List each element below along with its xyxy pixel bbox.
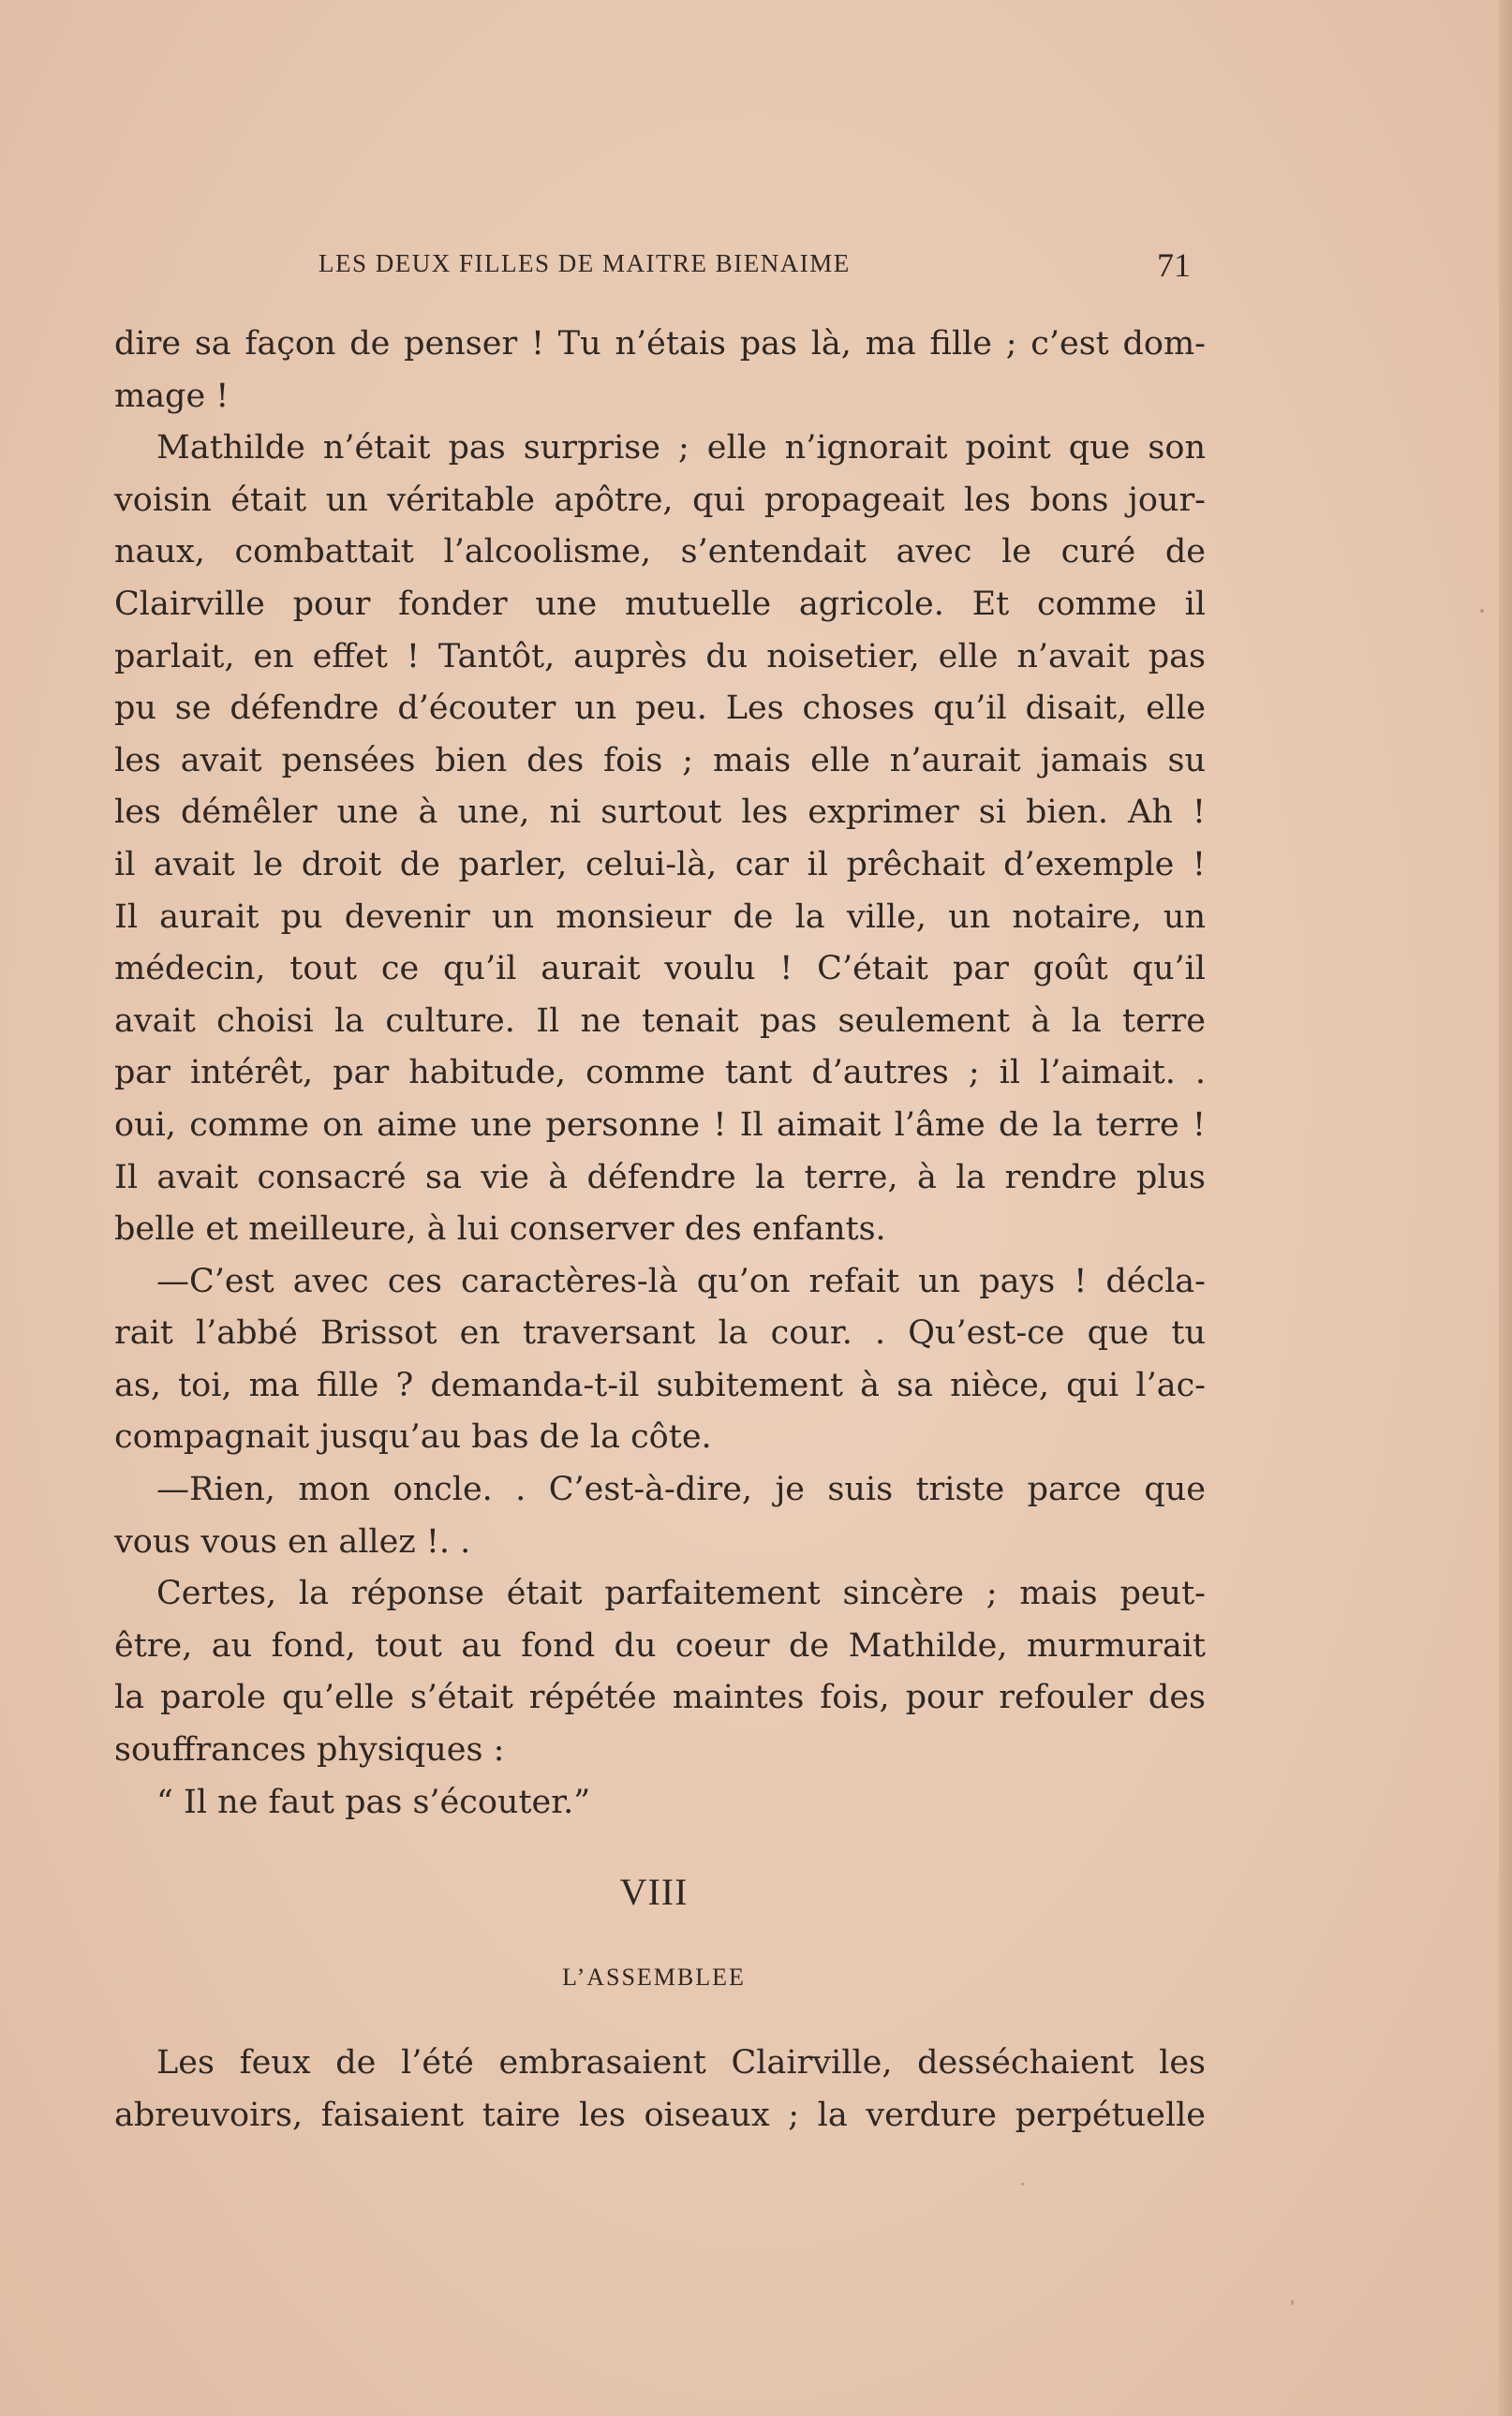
text-line: avait choisi la culture. Il ne tenait pas seulement à la terre	[114, 1001, 1206, 1040]
text-line: il avait le droit de parler, celui-là, car il prêchait d’exemple !	[114, 845, 1206, 883]
paper-speck	[1291, 2300, 1294, 2305]
chapter-title: L’ASSEMBLEE	[562, 1964, 746, 1991]
text-line: les avait pensées bien des fois ; mais elle n’aurait jamais su	[114, 741, 1206, 779]
text-line: souffrances physiques :	[114, 1731, 505, 1770]
text-line: parlait, en effet ! Tantôt, auprès du noisetier, elle n’avait pas	[114, 637, 1206, 675]
body-text	[114, 319, 1206, 1829]
text-line: Il aurait pu devenir un monsieur de la ville, un notaire, un	[114, 897, 1206, 936]
page-edge	[1499, 0, 1512, 2416]
text-line: oui, comme on aime une personne ! Il aimait l’âme de la terre !	[114, 1105, 1206, 1144]
running-title: LES DEUX FILLES DE MAITRE BIENAIME	[319, 249, 851, 277]
text-line: abreuvoirs, faisaient taire les oiseaux ; la verdure perpétuelle	[114, 2096, 1206, 2134]
text-line: les démêler une à une, ni surtout les exprimer si bien. Ah !	[114, 793, 1206, 832]
text-line: compagnait jusqu’au bas de la côte.	[114, 1418, 712, 1457]
text-line: Mathilde n’était pas surprise ; elle n’ignorait point que son	[156, 429, 1206, 467]
text-line: belle et meilleure, à lui conserver des enfants.	[114, 1210, 886, 1249]
text-line: par intérêt, par habitude, comme tant d’autres ; il l’aimait. .	[114, 1054, 1206, 1092]
text-line: naux, combattait l’alcoolisme, s’entendait avec le curé de	[114, 533, 1206, 571]
text-line: Il avait consacré sa vie à défendre la terre, à la rendre plus	[114, 1158, 1206, 1196]
paper-speck	[1480, 609, 1484, 613]
text-line: médecin, tout ce qu’il aurait voulu ! C’était par goût qu’il	[114, 950, 1206, 988]
text-line: voisin était un véritable apôtre, qui propageait les bons jour-	[114, 481, 1206, 519]
text-line: vous vous en allez !. .	[114, 1522, 471, 1561]
text-line: la parole qu’elle s’était répétée maintes fois, pour refouler des	[114, 1679, 1206, 1717]
text-line: dire sa façon de penser ! Tu n’étais pas là, ma fille ; c’est dom-	[114, 325, 1206, 363]
text-line: “ Il ne faut pas s’écouter.”	[156, 1783, 591, 1821]
text-line: pu se défendre d’écouter un peu. Les choses qu’il disait, elle	[114, 689, 1206, 728]
text-line: Certes, la réponse était parfaitement sincère ; mais peut-	[156, 1575, 1206, 1613]
text-line: mage !	[114, 377, 230, 415]
text-line: Clairville pour fonder une mutuelle agricole. Et comme il	[114, 585, 1206, 623]
text-line: —C’est avec ces caractères-là qu’on refait un pays ! décla-	[156, 1262, 1206, 1300]
chapter-number: VIII	[619, 1871, 689, 1913]
text-line: as, toi, ma fille ? demanda-t-il subitement à sa nièce, qui l’ac-	[114, 1366, 1206, 1404]
text-line: Les feux de l’été embrasaient Clairville, desséchaient les	[156, 2044, 1206, 2082]
page-number: 71	[1157, 246, 1191, 284]
text-line: —Rien, mon oncle. . C’est-à-dire, je suis triste parce que	[156, 1471, 1206, 1509]
text-line: rait l’abbé Brissot en traversant la cour. . Qu’est-ce que tu	[114, 1314, 1206, 1353]
chapter-text	[114, 2038, 1206, 2142]
page-header	[319, 245, 1255, 283]
paper-speck	[1021, 2183, 1024, 2186]
text-line: être, au fond, tout au fond du coeur de Mathilde, murmurait	[114, 1626, 1206, 1665]
